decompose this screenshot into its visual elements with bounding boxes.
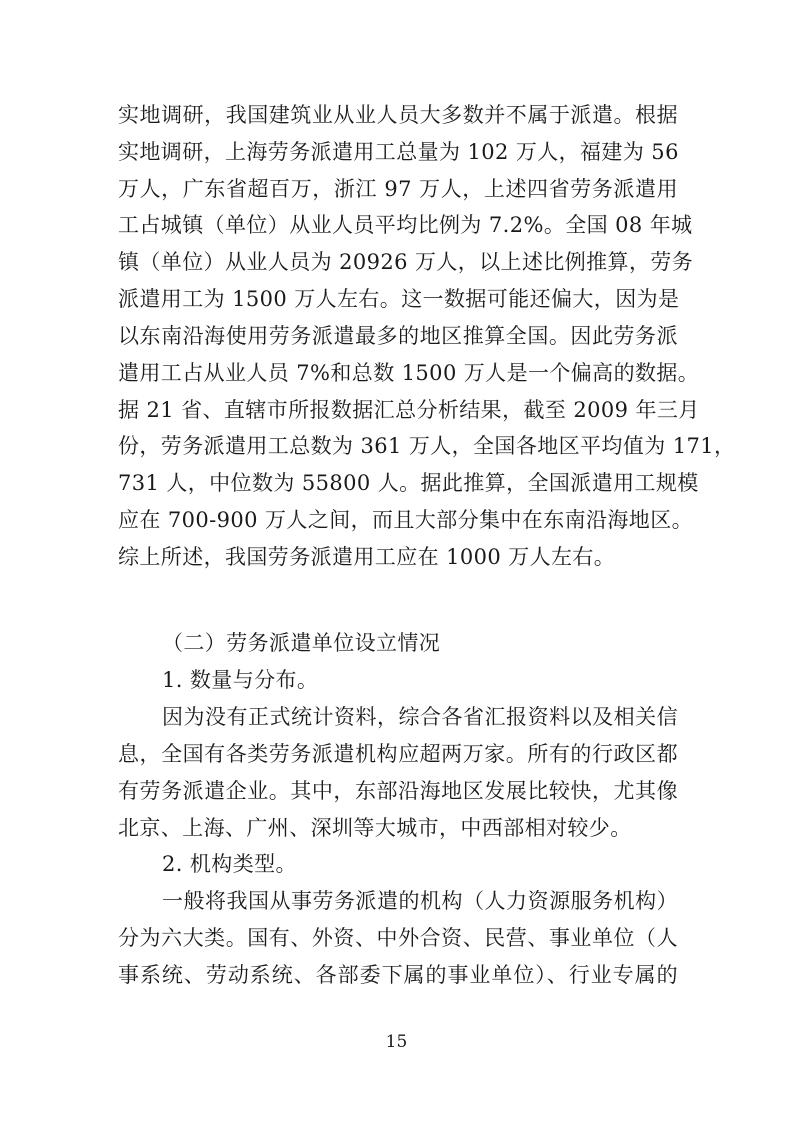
text-line: 镇（单位）从业人员为 20926 万人，以上述比例推算，劳务 — [118, 250, 694, 274]
text-line: 遣用工占从业人员 7%和总数 1500 万人是一个偏高的数据。 — [118, 361, 700, 385]
text-line: 北京、上海、广州、深圳等大城市，中西部相对较少。 — [118, 816, 632, 840]
text-line: 分为六大类。国有、外资、中外合资、民营、事业单位（人 — [118, 926, 678, 950]
text-line: 731 人，中位数为 55800 人。据此推算，全国派遣用工规模 — [118, 471, 699, 495]
subheading-institution-types: 2. 机构类型。 — [162, 852, 297, 876]
text-line: 工占城镇（单位）从业人员平均比例为 7.2%。全国 08 年城 — [118, 213, 693, 237]
text-line: 万人，广东省超百万，浙江 97 万人，上述四省劳务派遣用 — [118, 177, 678, 201]
page-number: 15 — [385, 1032, 408, 1052]
text-line: 因为没有正式统计资料，综合各省汇报资料以及相关信 — [162, 705, 678, 729]
text-line: 事系统、劳动系统、各部委下属的事业单位）、行业专属的 — [118, 963, 678, 987]
text-line: 综上所述，我国劳务派遣用工应在 1000 万人左右。 — [118, 545, 616, 569]
text-line: 一般将我国从事劳务派遣的机构（人力资源服务机构） — [162, 889, 678, 913]
text-line: 实地调研，我国建筑业从业人员大多数并不属于派遣。根据 — [118, 103, 678, 127]
subheading-quantity-distribution: 1. 数量与分布。 — [162, 668, 319, 692]
text-line: 实地调研，上海劳务派遣用工总量为 102 万人，福建为 56 — [118, 140, 679, 164]
text-line: 以东南沿海使用劳务派遣最多的地区推算全国。因此劳务派 — [118, 324, 678, 348]
text-line: 派遣用工为 1500 万人左右。这一数据可能还偏大，因为是 — [118, 287, 680, 311]
text-line: 据 21 省、直辖市所报数据汇总分析结果，截至 2009 年三月 — [118, 398, 700, 422]
text-line: 息，全国有各类劳务派遣机构应超两万家。所有的行政区都 — [118, 742, 678, 766]
text-line: 有劳务派遣企业。其中，东部沿海地区发展比较快，尤其像 — [118, 779, 678, 803]
section-heading: （二）劳务派遣单位设立情况 — [162, 631, 441, 655]
text-line: 应在 700-900 万人之间，而且大部分集中在东南沿海地区。 — [118, 508, 694, 532]
text-line: 份，劳务派遣用工总数为 361 万人，全国各地区平均值为 171， — [118, 434, 736, 458]
